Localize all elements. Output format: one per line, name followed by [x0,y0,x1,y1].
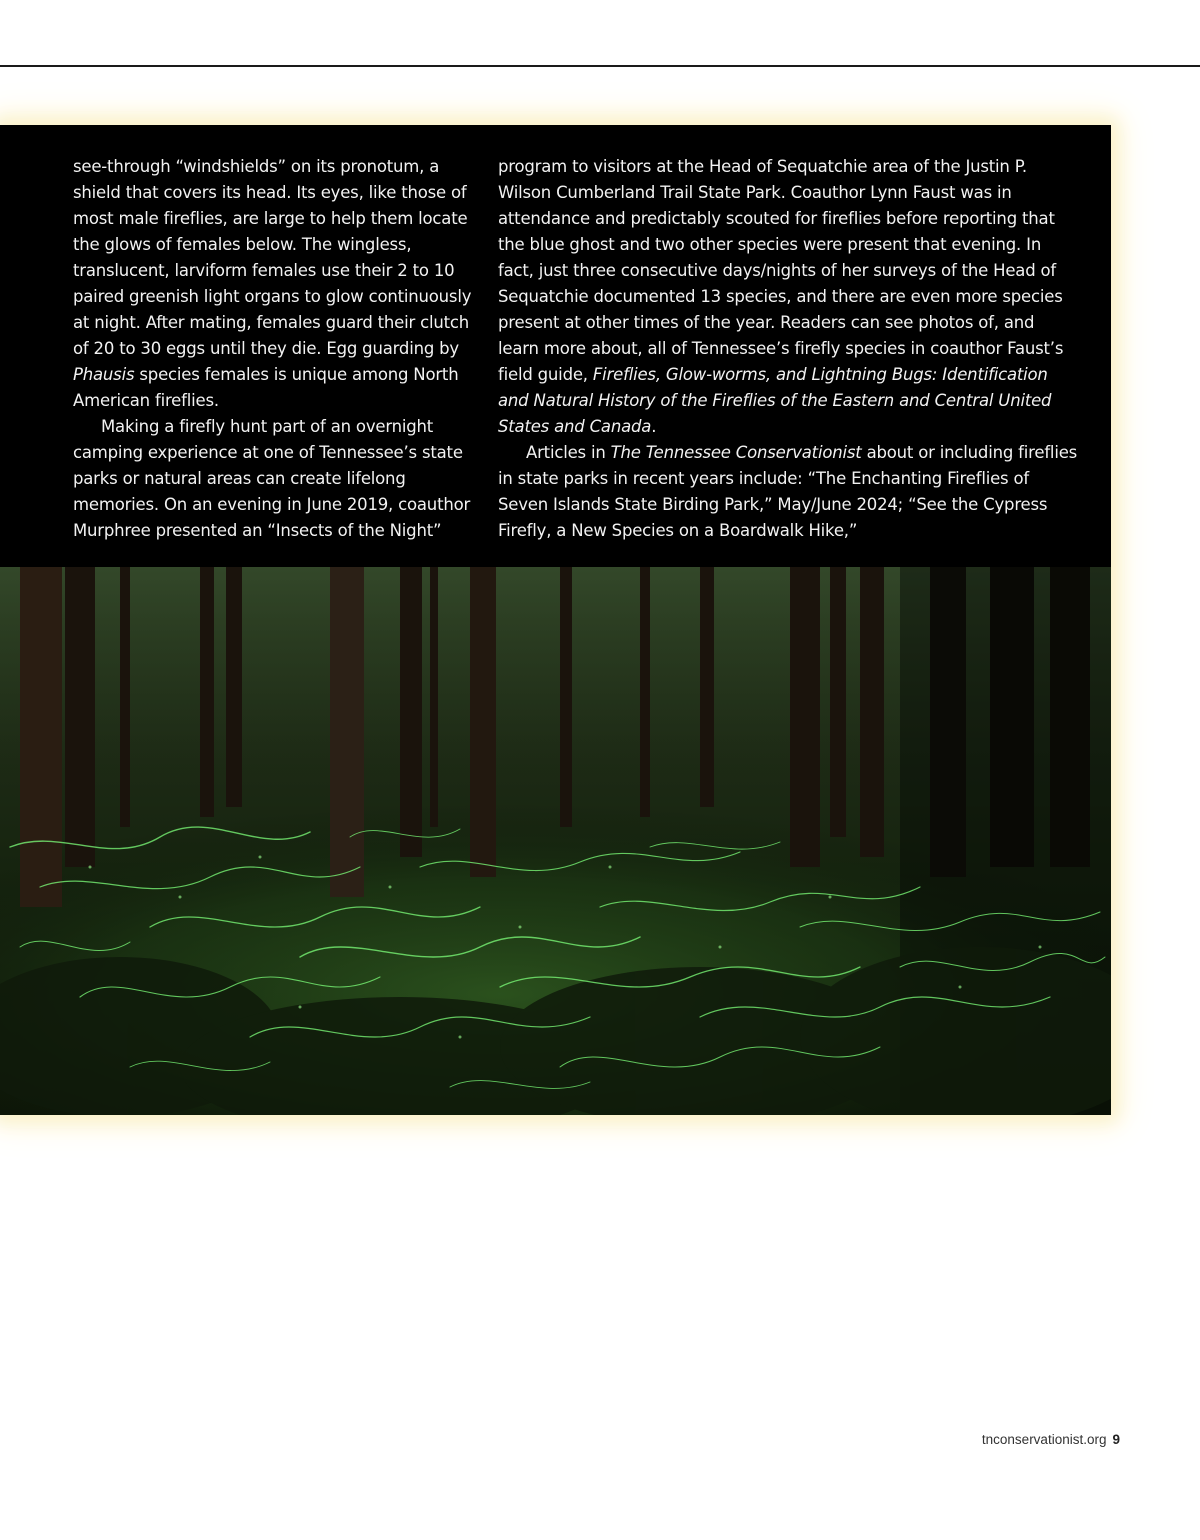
page-footer [982,1432,1120,1447]
forest-firefly-photo [0,567,1111,1115]
text-column-right [498,154,1078,544]
page-number: 9 [1112,1432,1120,1447]
paragraph: Making a firefly hunt part of an overnight camping experience at one of Tennessee’s state parks or natural areas can create lifelong memories. On an evening in June 2019, coauthor Murphree presented an “Insects of the Night” [73,417,471,540]
article-panel [0,125,1111,1115]
site-url: tnconservationist.org [981,1432,1107,1447]
italic-magazine-title: The Tennessee Conservationist [610,443,862,462]
paragraph: see-through “windshields” on its pronotum, a shield that covers its head. Its eyes, like those of most male fireflies, are large to help them locate the glows of females below. The wingless, translucent, larviform females use their 2 to 10 paired greenish light organs to glow continuously at night. After mating, females guard their clutch of 20 to 30 eggs until they die. Egg guarding by Phausis species females is unique among North American fireflies. [73,157,472,410]
top-rule [0,65,1200,67]
italic-genus: Phausis [73,365,135,384]
text-column-left [73,154,478,544]
italic-book-title: Fireflies, Glow-worms, and Lightning Bugs: Identification and Natural History of the Fireflies of the Eastern and Central United States and Canada [498,365,1052,436]
text-area [0,125,1111,567]
paragraph: Articles in The Tennessee Conservationist about or including fireflies in state parks in recent years include: “The Enchanting Fireflies of Seven Islands State Birding Park,” May/June 2024; “See the Cypress Firefly, a New Species on a Boardwalk Hike,” [498,443,1078,540]
paragraph: program to visitors at the Head of Sequatchie area of the Justin P. Wilson Cumberland Trail State Park. Coauthor Lynn Faust was in attendance and predictably scouted for fireflies before reporting that the blue ghost and two other species were present that evening. In fact, just three consecutive days/nights of her surveys of the Head of Sequatchie documented 13 species, and there are even more species present at other times of the year. Readers can see photos of, and learn more about, all of Tennessee’s firefly species in coauthor Faust’s field guide, Fireflies, Glow-worms, and Lightning Bugs: Identification and Natural History of the Fireflies of the Eastern and Central United States and Canada. [498,157,1064,436]
